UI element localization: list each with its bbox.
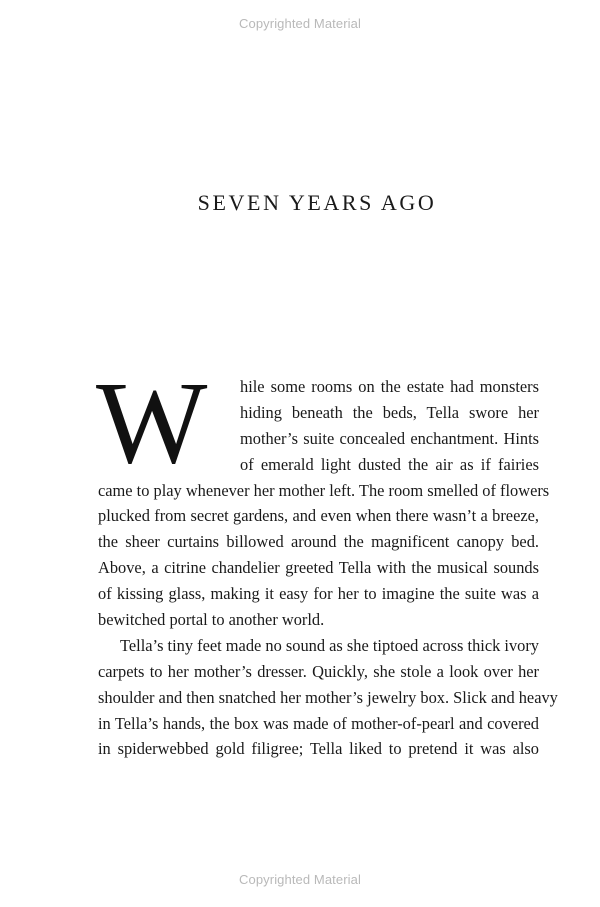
text-line: of emerald light dusted the air as if fairies [240,454,539,474]
text-line: carpets to her mother’s dresser. Quickly, she stole a look over her [98,661,539,681]
copyright-watermark-top: Copyrighted Material [239,16,361,31]
drop-cap: W [96,357,208,488]
copyright-watermark-bottom: Copyrighted Material [239,872,361,887]
text-line: hile some rooms on the estate had monsters [240,377,539,396]
chapter-heading: SEVEN YEARS AGO [197,190,437,215]
text-line: bewitched portal to another world. [98,610,325,630]
text-line: mother’s suite concealed enchantment. Hints [240,428,539,448]
text-line: hiding beneath the beds, Tella swore her [240,402,539,422]
text-line: came to play whenever her mother left. The room smelled of flowers [98,480,550,500]
paragraph-2 [98,633,558,762]
body-text [96,357,558,762]
text-line: in Tella’s hands, the box was made of mother-of-pearl and covered [98,713,539,733]
text-line: plucked from secret gardens, and even when there wasn’t a breeze, [98,506,539,526]
text-line: shoulder and then snatched her mother’s jewelry box. Slick and heavy [98,687,558,707]
text-line: the sheer curtains billowed around the magnificent canopy bed. [98,532,539,552]
text-line: Above, a citrine chandelier greeted Tella with the musical sounds [98,558,539,578]
text-line: of kissing glass, making it easy for her to imagine the suite was a [98,584,539,604]
text-line: Tella’s tiny feet made no sound as she tiptoed across thick ivory [120,635,539,655]
text-line: in spiderwebbed gold filigree; Tella liked to pretend it was also [98,739,539,759]
